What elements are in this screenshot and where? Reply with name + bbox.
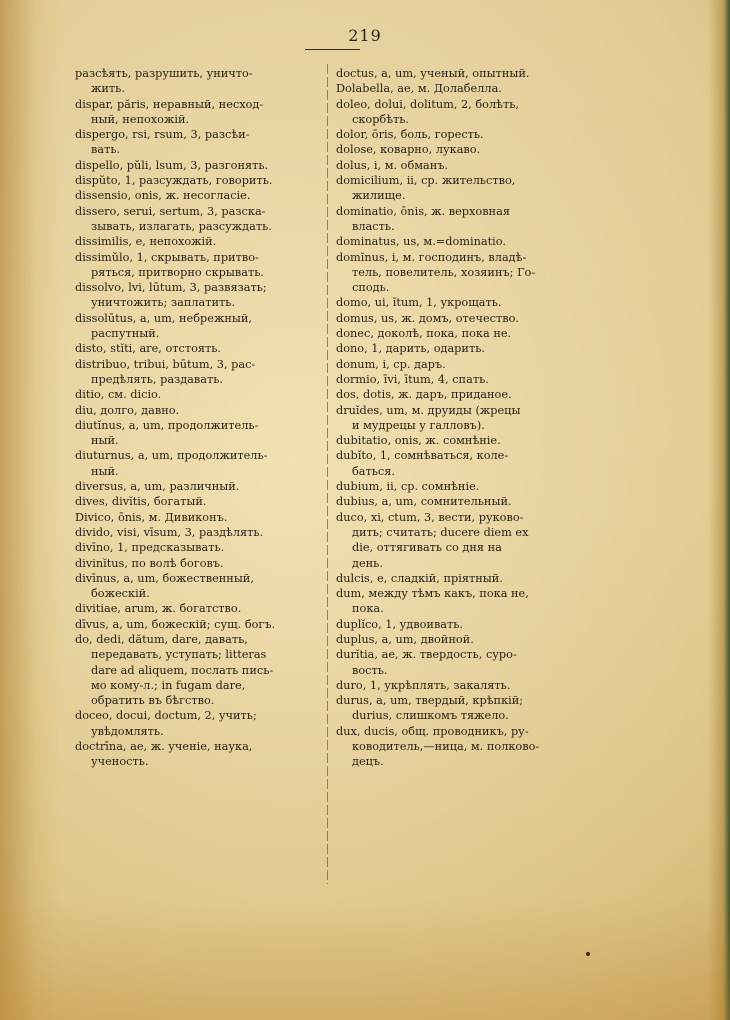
entry-line: donec, доколѣ, пока, пока не. bbox=[336, 327, 512, 341]
entry-line: ученость. bbox=[91, 755, 149, 769]
dictionary-entry bbox=[75, 127, 360, 158]
binding-shadow bbox=[0, 0, 60, 1020]
entry-line: дить; считать; ducere diem ex bbox=[352, 525, 529, 539]
entry-line: dominatio, ōnis, ж. верховная bbox=[336, 204, 510, 218]
entry-line: мо кому-л.; in fugam dare, bbox=[91, 678, 246, 692]
entry-line: увѣдомлять. bbox=[91, 724, 164, 738]
entry-line: divīno, 1, предсказывать. bbox=[75, 541, 225, 555]
entry-line: divinĭtus, по волѣ боговъ. bbox=[75, 556, 224, 570]
entry-line: dispar, păris, неравный, несход- bbox=[75, 97, 264, 111]
dictionary-entry bbox=[336, 250, 614, 296]
entry-line: божескій. bbox=[91, 587, 150, 601]
dictionary-entry bbox=[75, 571, 360, 602]
entry-line: децъ. bbox=[352, 755, 384, 769]
dictionary-entry bbox=[75, 479, 360, 494]
dictionary-entry bbox=[336, 724, 614, 770]
entry-line: ditio, см. dicio. bbox=[75, 388, 162, 402]
dictionary-entry bbox=[336, 311, 614, 326]
dictionary-entry bbox=[336, 142, 614, 157]
dictionary-entry bbox=[75, 188, 360, 203]
entry-line: domicilium, ii, ср. жительство, bbox=[336, 174, 516, 188]
dictionary-entry bbox=[336, 127, 614, 142]
entry-line: durius, слишкомъ тяжело. bbox=[352, 709, 509, 723]
dictionary-entry bbox=[75, 357, 360, 388]
entry-line: dīvus, a, um, божескій; сущ. богъ. bbox=[75, 617, 276, 631]
entry-line: вость. bbox=[352, 663, 388, 677]
entry-line: dissensio, onis, ж. несогласіе. bbox=[75, 189, 251, 203]
dictionary-entry bbox=[75, 632, 360, 708]
entry-line: dubĭto, 1, сомнѣваться, коле- bbox=[336, 449, 509, 463]
dictionary-entry bbox=[336, 326, 614, 341]
entry-line: doctrīna, ae, ж. ученіе, наука, bbox=[75, 740, 253, 754]
dictionary-entry bbox=[336, 647, 614, 678]
entry-line: распутный. bbox=[91, 327, 160, 341]
entry-line: власть. bbox=[352, 219, 395, 233]
entry-line: dubium, ii, ср. сомнѣніе. bbox=[336, 480, 480, 494]
entry-line: disto, stĭti, are, отстоять. bbox=[75, 342, 221, 356]
dictionary-entry bbox=[75, 510, 360, 525]
dictionary-entry bbox=[75, 204, 360, 235]
left-column bbox=[75, 66, 360, 770]
dictionary-entry bbox=[336, 387, 614, 402]
dictionary-entry bbox=[75, 387, 360, 402]
entry-line: dissero, serui, sertum, 3, разска- bbox=[75, 204, 266, 218]
page-edge bbox=[708, 0, 730, 1020]
dictionary-entry bbox=[336, 204, 614, 235]
entry-line: domus, us, ж. домъ, отечество. bbox=[336, 311, 519, 325]
entry-line: die, оттягивать со дня на bbox=[352, 541, 502, 555]
dictionary-entry bbox=[75, 739, 360, 770]
dictionary-entry bbox=[336, 295, 614, 310]
dictionary-entry bbox=[75, 540, 360, 555]
entry-line: сподь. bbox=[352, 281, 390, 295]
entry-line: вать. bbox=[91, 143, 121, 157]
entry-line: dolor, ōris, боль, горесть. bbox=[336, 128, 484, 142]
entry-line: doceo, docui, doctum, 2, учить; bbox=[75, 709, 257, 723]
dictionary-entry bbox=[75, 403, 360, 418]
entry-line: do, dedi, dătum, dare, давать, bbox=[75, 632, 248, 646]
dictionary-entry bbox=[336, 234, 614, 249]
entry-line: и мудрецы у галловъ). bbox=[352, 418, 485, 432]
entry-line: dispergo, rsi, rsum, 3, разсѣи- bbox=[75, 128, 250, 142]
dictionary-entry bbox=[75, 448, 360, 479]
dictionary-entry bbox=[336, 571, 614, 586]
entry-line: Divico, ōnis, м. Дивиконъ. bbox=[75, 510, 228, 524]
entry-line: duplus, a, um, двойной. bbox=[336, 632, 474, 646]
entry-line: пока. bbox=[352, 602, 384, 616]
entry-line: Dolabella, ae, м. Долабелла. bbox=[336, 82, 502, 96]
entry-line: diversus, a, um, различный. bbox=[75, 480, 240, 494]
entry-line: divitiae, arum, ж. богатство. bbox=[75, 602, 242, 616]
dictionary-entry bbox=[75, 173, 360, 188]
entry-line: diutĭnus, a, um, продолжитель- bbox=[75, 418, 259, 432]
entry-line: dives, divĭtis, богатый. bbox=[75, 495, 207, 509]
dictionary-entry bbox=[336, 173, 614, 204]
entry-line: скорбѣть. bbox=[352, 112, 410, 126]
entry-line: domĭnus, i, м. господинъ, владѣ- bbox=[336, 250, 527, 264]
entry-line: dispello, pŭli, lsum, 3, разгонять. bbox=[75, 158, 269, 172]
entry-line: dos, dotis, ж. даръ, приданое. bbox=[336, 388, 512, 402]
dictionary-entry bbox=[75, 280, 360, 311]
entry-line: тель, повелитель, хозяинъ; Го- bbox=[352, 265, 536, 279]
entry-line: ряться, притворно скрывать. bbox=[91, 265, 264, 279]
entry-line: distribuo, tribui, būtum, 3, рас- bbox=[75, 357, 256, 371]
entry-line: dolus, i, м. обманъ. bbox=[336, 158, 449, 172]
entry-line: dare ad aliquem, послать пись- bbox=[91, 663, 274, 677]
dictionary-entry bbox=[75, 234, 360, 249]
dictionary-entry bbox=[336, 479, 614, 494]
dictionary-entry bbox=[75, 708, 360, 739]
dictionary-entry bbox=[336, 97, 614, 128]
entry-line: dum, между тѣмъ какъ, пока не, bbox=[336, 587, 529, 601]
entry-line: ный, непохожій. bbox=[91, 112, 190, 126]
dictionary-entry bbox=[75, 341, 360, 356]
entry-line: жить. bbox=[91, 82, 125, 96]
entry-line: dubitatio, onis, ж. сомнѣніе. bbox=[336, 434, 501, 448]
entry-line: dissolūtus, a, um, небрежный, bbox=[75, 311, 252, 325]
entry-line: duco, xi, ctum, 3, вести, руково- bbox=[336, 510, 524, 524]
dictionary-entry bbox=[75, 158, 360, 173]
dictionary-entry bbox=[336, 632, 614, 647]
entry-line: разсѣять, разрушить, уничто- bbox=[75, 67, 253, 80]
entry-line: durĭtia, ae, ж. твердость, суро- bbox=[336, 648, 517, 662]
entry-line: передавать, уступать; litteras bbox=[91, 648, 267, 662]
entry-line: doctus, a, um, ученый, опытный. bbox=[336, 67, 530, 80]
dictionary-entry bbox=[75, 66, 360, 97]
entry-line: duplĭco, 1, удвоивать. bbox=[336, 617, 464, 631]
entry-line: баться. bbox=[352, 464, 395, 478]
dictionary-entry bbox=[75, 494, 360, 509]
entry-line: divido, visi, vīsum, 3, раздѣлять. bbox=[75, 525, 264, 539]
dictionary-entry bbox=[336, 372, 614, 387]
entry-line: зывать, излагать, разсуждать. bbox=[91, 219, 272, 233]
entry-line: dolose, коварно, лукаво. bbox=[336, 143, 481, 157]
entry-line: жилище. bbox=[352, 189, 406, 203]
dictionary-entry bbox=[336, 158, 614, 173]
dictionary-entry bbox=[336, 433, 614, 448]
dictionary-entry bbox=[75, 601, 360, 616]
entry-line: domo, ui, ĭtum, 1, укрощать. bbox=[336, 296, 502, 310]
entry-line: dubius, a, um, сомнительный. bbox=[336, 495, 512, 509]
entry-line: dux, ducis, общ. проводникъ, ру- bbox=[336, 724, 529, 738]
dictionary-entry bbox=[75, 250, 360, 281]
entry-line: druĭdes, um, м. друиды (жрецы bbox=[336, 403, 521, 417]
entry-line: doleo, dolui, dolitum, 2, болѣть, bbox=[336, 97, 519, 111]
dictionary-entry bbox=[336, 693, 614, 724]
dictionary-entry bbox=[336, 617, 614, 632]
entry-line: duro, 1, укрѣплять, закалять. bbox=[336, 678, 511, 692]
dictionary-entry bbox=[336, 357, 614, 372]
column-divider bbox=[327, 64, 328, 884]
dictionary-entry bbox=[75, 418, 360, 449]
entry-line: предѣлять, раздавать. bbox=[91, 372, 224, 386]
entry-line: dono, 1, дарить, одарить. bbox=[336, 342, 485, 356]
entry-line: divīnus, a, um, божественный, bbox=[75, 571, 254, 585]
dictionary-entry bbox=[75, 617, 360, 632]
entry-line: dulcis, e, сладкій, пріятный. bbox=[336, 571, 503, 585]
dictionary-entry bbox=[336, 66, 614, 81]
entry-line: dissimilis, e, непохожій. bbox=[75, 235, 217, 249]
entry-line: dormio, īvi, ītum, 4, спать. bbox=[336, 372, 489, 386]
dictionary-entry bbox=[75, 97, 360, 128]
dictionary-entry bbox=[336, 586, 614, 617]
dictionary-entry bbox=[336, 678, 614, 693]
page-stain bbox=[0, 900, 730, 1020]
entry-line: день. bbox=[352, 556, 383, 570]
entry-line: donum, i, ср. даръ. bbox=[336, 357, 446, 371]
dictionary-entry bbox=[75, 525, 360, 540]
entry-line: уничтожить; заплатить. bbox=[91, 296, 236, 310]
dictionary-entry bbox=[336, 494, 614, 509]
entry-line: diuturnus, a, um, продолжитель- bbox=[75, 449, 268, 463]
dictionary-entry bbox=[336, 448, 614, 479]
entry-line: diu, долго, давно. bbox=[75, 403, 180, 417]
right-column bbox=[336, 66, 614, 770]
dictionary-entry bbox=[336, 510, 614, 571]
entry-line: обратить въ бѣгство. bbox=[91, 694, 215, 708]
header-rule bbox=[305, 49, 360, 50]
dictionary-entry bbox=[75, 556, 360, 571]
ink-speck bbox=[586, 952, 590, 956]
entry-line: dominatus, us, м.=dominatio. bbox=[336, 235, 506, 249]
entry-line: durus, a, um, твердый, крѣпкій; bbox=[336, 694, 524, 708]
dictionary-entry bbox=[336, 341, 614, 356]
entry-line: dissimŭlo, 1, скрывать, притво- bbox=[75, 250, 259, 264]
entry-line: ный. bbox=[91, 464, 119, 478]
entry-line: ководитель,—ница, м. полково- bbox=[352, 740, 540, 754]
dictionary-entry bbox=[336, 81, 614, 96]
page-number: 219 bbox=[348, 26, 382, 45]
dictionary-entry bbox=[75, 311, 360, 342]
entry-line: dissolvo, lvi, lūtum, 3, развязать; bbox=[75, 281, 267, 295]
dictionary-entry bbox=[336, 403, 614, 434]
entry-line: dispŭto, 1, разсуждать, говорить. bbox=[75, 174, 273, 188]
entry-line: ный. bbox=[91, 434, 119, 448]
